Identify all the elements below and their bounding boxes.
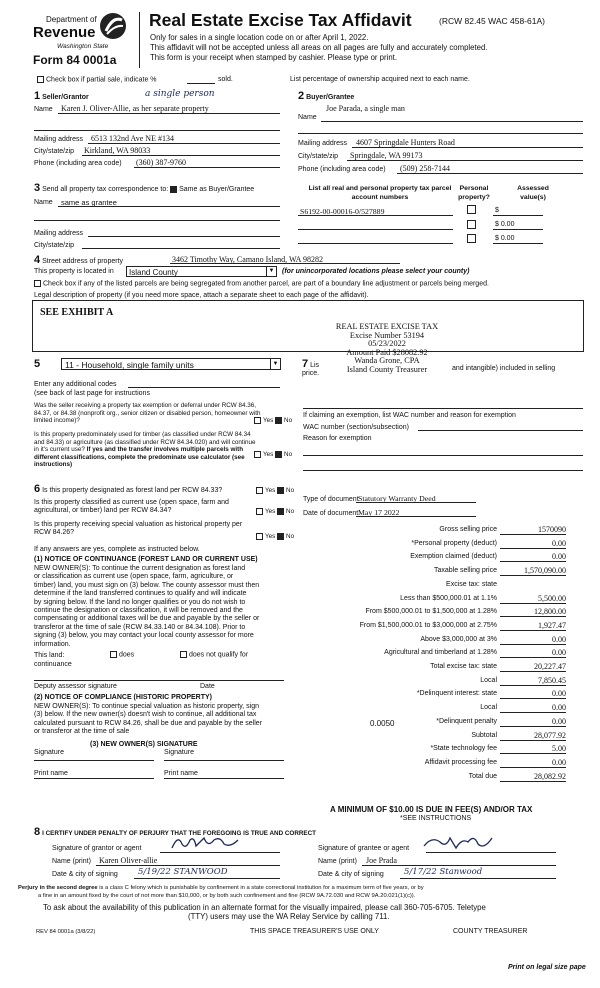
tax-row-value[interactable]: 0.00 [552, 648, 566, 658]
timber-question-text: Is this property predominately used for timber (as classified under RCW 84.34 and 84.33) or agriculture (as classified under RCW 84.34.020) and will continue in it's current use? [34, 431, 256, 453]
dept-label: Department of [46, 15, 97, 24]
reason-field[interactable] [303, 455, 583, 456]
codes-note: (see back of last page for instructions [34, 390, 150, 397]
stamp-line-5: Wanda Grone, CPA [354, 356, 420, 366]
corr-name-line [58, 206, 280, 207]
tax-row-value[interactable]: 0.00 [552, 634, 566, 644]
compliance-title: (2) NOTICE OF COMPLIANCE (HISTORIC PROPERTY) [34, 694, 212, 701]
value-line-2 [493, 229, 543, 230]
section-4-number: 4 [34, 254, 41, 266]
owner-print-field-1[interactable] [34, 778, 154, 779]
assessed-value-1[interactable]: $ [495, 207, 499, 214]
correspondence-label: Send all property tax correspondence to: [42, 186, 169, 193]
tax-row-line [500, 671, 566, 672]
does-not-row [180, 651, 248, 658]
stamp-line-4: Amount Paid $28082.92 [346, 347, 428, 357]
buyer-phone-field[interactable]: (509) 258-7144 [400, 164, 450, 173]
section-5-number: 5 [34, 358, 41, 370]
does-not-checkbox[interactable] [180, 651, 187, 658]
street-line [170, 263, 400, 264]
tax-row-line [500, 534, 566, 535]
tax-row-line [500, 685, 566, 686]
segregate-checkbox[interactable] [34, 280, 41, 287]
header-divider [139, 12, 140, 68]
assessed-value-header: Assessed value(s) [517, 185, 549, 201]
corr-name-line-2 [34, 220, 280, 221]
chevron-down-icon[interactable]: ▼ [270, 359, 280, 369]
no-label: No [284, 417, 293, 425]
grantor-date-line [134, 878, 280, 879]
value-line-3 [493, 243, 543, 244]
stamp-line-1: REAL ESTATE EXCISE TAX [335, 322, 439, 331]
minimum-due-note: A MINIMUM OF $10.00 IS DUE IN FEE(S) AND/OR TAX [330, 805, 533, 814]
section-2-number: 2 [298, 90, 305, 102]
tax-row-value[interactable]: 20,227.47 [534, 662, 566, 671]
continuance-text [34, 565, 259, 649]
county-select[interactable] [126, 266, 277, 277]
buyer-phone-label: Phone (including area code) [298, 166, 386, 173]
tax-row-line [500, 657, 566, 658]
seller-heading: Seller/Grantor [42, 94, 89, 101]
section-2 [298, 90, 354, 102]
partial-sale-row [37, 76, 157, 83]
seller-name-label: Name [34, 106, 53, 113]
tax-row-line [500, 644, 566, 645]
tax-row-label: Above $3,000,000 at 3% [420, 635, 497, 643]
buyer-city-line [347, 160, 583, 161]
personal-property-checkbox-3[interactable] [467, 234, 476, 243]
section-7-text-a: Lis [310, 362, 320, 369]
yes-label: Yes [263, 417, 274, 425]
grantee-name-field[interactable]: Joe Prada [366, 856, 397, 865]
corr-mail-label: Mailing address [34, 230, 84, 237]
tax-row-label: Total excise tax: state [430, 663, 497, 670]
section-1-number: 1 [34, 90, 41, 102]
continuance-line: continue the designation or classification, it will be removed and the [34, 607, 243, 615]
street-address-field[interactable]: 3462 Timothy Way, Camano Island, WA 98282 [172, 255, 323, 264]
grantee-name-label: Name (print) [318, 858, 357, 865]
buyer-city-field[interactable]: Springdale, WA 99173 [350, 151, 423, 160]
tax-row-value[interactable]: 1570090 [538, 525, 566, 534]
grantee-name-line [362, 865, 556, 866]
compliance-text [34, 703, 262, 737]
forest-no-checkbox[interactable] [277, 487, 284, 494]
buyer-mail-line [352, 147, 583, 148]
no-label: No [286, 533, 295, 541]
seller-mail-field[interactable]: 6513 132nd Ave NE #134 [91, 134, 174, 143]
timber-yes-checkbox[interactable] [254, 451, 261, 458]
wac-label: WAC number (section/subsection) [303, 424, 409, 431]
section-7-number: 7 [302, 358, 309, 370]
this-land-label: This land: [34, 652, 65, 659]
print-name-label-1: Print name [34, 770, 68, 777]
perjury-text-2: a fine in an amount fixed by the court of not more than $10,000, or by both such confinement and fine (RCW 9A.72.030 and RCW 9A.20.021(1)(c)). [38, 893, 416, 899]
doc-type-line [356, 502, 476, 503]
additional-codes-field[interactable] [128, 387, 280, 388]
continuance-label: continuance [34, 661, 72, 668]
tax-row-value[interactable]: 28,077.92 [534, 730, 566, 740]
grantee-date-line [400, 878, 556, 879]
tax-row-value[interactable]: 0.00 [552, 716, 566, 726]
historic-yes-no [256, 533, 294, 540]
segregate-label: Check box if any of the listed parcels are being segregated from another parcel, are part of a boundary line adjustment or parcels being merged. [43, 280, 489, 288]
grantee-signature[interactable] [420, 832, 500, 854]
parcels-header: List all real and personal property tax parcel account numbers [308, 185, 452, 201]
section-3-number: 3 [34, 182, 41, 194]
section-6-number: 6 [34, 483, 41, 495]
tax-row-label: Less than $500,000.01 at 1.1% [400, 594, 497, 602]
use-code-select[interactable] [61, 358, 281, 370]
header-line-3: This form is your receipt when stamped by cashier. Please type or print. [150, 53, 398, 62]
parcel-number-field-2[interactable] [298, 229, 453, 230]
grantor-signature[interactable] [168, 832, 248, 854]
sold-label: sold. [218, 76, 233, 83]
section-7-text-b: price. [302, 370, 320, 377]
tax-row-value[interactable]: 1,927.47 [538, 620, 566, 630]
wac-field[interactable] [418, 430, 583, 431]
personal-property-header: Personal property? [458, 185, 490, 201]
parcel-number-field-3[interactable] [298, 243, 453, 244]
tax-row-value[interactable]: 0.00 [552, 689, 566, 699]
corr-name-field[interactable]: same as grantee [61, 198, 117, 207]
tax-row-label: *Delinquent penalty [436, 717, 497, 725]
county-note: (for unincorporated locations please select your county) [282, 268, 470, 275]
continuance-line: signing (3) below, you may contact your local county assessor for more [34, 632, 254, 640]
yes-instructions: If any answers are yes, complete as instructed below. [34, 546, 200, 553]
timber-yes-no [254, 451, 292, 458]
seller-mail-label: Mailing address [34, 136, 84, 143]
tty-note: (TTY) users may use the WA Relay Service by calling 711. [188, 912, 390, 921]
treasurer-use-label: THIS SPACE TREASURER'S USE ONLY [250, 928, 379, 935]
tax-row-label: From $500,000.01 to $1,500,000 at 1.28% [365, 608, 497, 616]
tax-row-label: Taxable selling price [433, 567, 497, 575]
does-label: does [119, 651, 135, 659]
buyer-phone-line [397, 173, 583, 174]
tax-row-line [500, 726, 566, 727]
tax-row-value[interactable]: 12,800.00 [534, 607, 566, 617]
agency-label: Revenue [33, 24, 96, 41]
statute-ref: (RCW 82.45 WAC 458-61A) [439, 16, 545, 26]
current-use-yes-checkbox[interactable] [256, 508, 263, 515]
tax-row-label: From $1,500,000.01 to $3,000,000 at 2.75% [359, 621, 497, 629]
tax-row-line [500, 767, 566, 768]
exemption-field-line[interactable] [303, 408, 583, 409]
historic-question: Is this property receiving special valuation as historical property per RCW 84.26? [34, 521, 243, 536]
does-checkbox[interactable] [110, 651, 117, 658]
tax-row-value[interactable]: 0.00 [552, 757, 566, 767]
seller-phone-label: Phone (including area code) [34, 160, 122, 167]
grantee-sig-line [426, 852, 556, 853]
yes-label: Yes [265, 533, 276, 541]
historic-yes-checkbox[interactable] [256, 533, 263, 540]
section-6 [34, 483, 222, 495]
tax-row-line [500, 575, 566, 576]
assessed-value-2[interactable]: $ 0.00 [495, 221, 515, 228]
owner-signature-field-1[interactable] [34, 760, 154, 761]
perjury-notice [18, 885, 424, 891]
print-name-label-2: Print name [164, 770, 198, 777]
legal-description-box[interactable] [32, 300, 584, 352]
tax-row-value[interactable]: 0.00 [552, 538, 566, 548]
doc-type-label: Type of document [303, 496, 359, 503]
treasurer-stamp [322, 323, 452, 375]
county-treasurer-label: COUNTY TREASURER [453, 928, 528, 935]
tax-row-label: Total due [468, 772, 497, 780]
doc-type-field[interactable]: Statutory Warranty Deed [358, 494, 436, 503]
compliance-line: (3) below. If the new owner(s) doesn't wish to continue, all additional tax [34, 711, 257, 719]
tax-row-label: Subtotal [471, 731, 497, 739]
legal-desc-label: Legal description of property (if you need more space, attach a separate sheet to each page of the affidavit). [34, 292, 369, 299]
section-8-number: 8 [34, 826, 41, 838]
parcel-number-field[interactable]: S6192-00-00016-0/527889 [300, 207, 385, 216]
exemption-yes-checkbox[interactable] [254, 417, 261, 424]
exemption-question: Was the seller receiving a property tax exemption or deferral under RCW 84.36, 84.37, or 84.38 (nonprofit org., senior citizen or disabled person, homeowner with limited income)? [34, 402, 261, 424]
deputy-signature-field[interactable] [34, 680, 284, 681]
tax-row-line [500, 630, 566, 631]
continuance-line: compensating or additional taxes will be due and payable by the seller or [34, 615, 260, 623]
seller-name-line [58, 113, 280, 114]
state-label: Washington State [57, 43, 109, 50]
tax-row-value[interactable]: 0.00 [552, 703, 566, 713]
perjury-bold: Perjury in the second degree [18, 885, 98, 891]
tax-row-label: Exemption claimed (deduct) [410, 553, 497, 561]
seller-phone-line [134, 167, 280, 168]
segregate-row [34, 280, 489, 287]
tax-row-line [500, 616, 566, 617]
grantor-sig-line [160, 852, 280, 853]
seller-city-label: City/state/zip [34, 148, 75, 155]
continuance-line: or classification as current use (open space, farm, agriculture, or [34, 573, 234, 581]
tax-row-line [500, 740, 566, 741]
tax-row-line [500, 603, 566, 604]
does-not-label: does not qualify for [189, 651, 249, 659]
tax-row-value[interactable]: 0.00 [552, 552, 566, 562]
grantee-signature-label: Signature of grantee or agent [318, 845, 410, 852]
partial-sale-checkbox[interactable] [37, 76, 44, 83]
legal-size-note: Print on legal size pape [508, 964, 586, 971]
continuance-line: NEW OWNER(S): To continue the current designation as forest land [34, 565, 246, 572]
tax-row-line [500, 698, 566, 699]
grantor-name-field[interactable]: Karen Oliver-allie [99, 856, 158, 865]
grantor-name-line [96, 865, 280, 866]
reason-label: Reason for exemption [303, 435, 372, 442]
grantee-date-label: Date & city of signing [318, 871, 384, 878]
assessed-value-3[interactable]: $ 0.00 [495, 235, 515, 242]
street-label: Street address of property [42, 258, 124, 265]
use-code-value: 11 - Household, single family units [65, 360, 194, 370]
continuance-line: information. [34, 640, 71, 648]
current-use-yes-no [256, 508, 294, 515]
does-row [110, 651, 134, 658]
doc-date-field[interactable]: May 17 2022 [358, 508, 400, 517]
partial-sale-label: Check box if partial sale, indicate % [46, 76, 157, 84]
section-3 [34, 182, 254, 194]
tax-row-line [500, 561, 566, 562]
page-title: Real Estate Excise Tax Affidavit [149, 10, 412, 30]
forest-yes-no [256, 487, 294, 494]
reason-field-2[interactable] [303, 470, 583, 471]
buyer-mail-field[interactable]: 4607 Springdale Hunters Road [356, 138, 455, 147]
grantor-signature-label: Signature of grantor or agent [52, 845, 142, 852]
grantor-date-label: Date & city of signing [52, 871, 118, 878]
partial-pct-field[interactable] [187, 83, 215, 84]
tax-row-line [500, 712, 566, 713]
stamp-line-3: 05/23/2022 [368, 339, 406, 349]
signature-label-1: Signature [34, 749, 64, 756]
seller-city-field[interactable]: Kirkland, WA 98033 [84, 146, 151, 155]
grantor-name-label: Name (print) [52, 858, 91, 865]
seller-city-line [82, 155, 280, 156]
certify-heading: I CERTIFY UNDER PENALTY OF PERJURY THAT THE FOREGOING IS TRUE AND CORRECT [42, 830, 317, 837]
continuance-line: by signing below. If the land no longer qualifies or you do not wish to [34, 598, 246, 606]
section-7-text-c: and intangible) included in selling [452, 365, 556, 372]
timber-no-checkbox[interactable] [275, 451, 282, 458]
tax-row-value[interactable]: 28,082.92 [534, 771, 566, 781]
header-line-1: Only for sales in a single location code on or after April 1, 2022. [150, 33, 369, 42]
buyer-name-label: Name [298, 114, 317, 121]
value-line-1 [493, 215, 543, 216]
no-label: No [284, 451, 293, 459]
buyer-city-label: City/state/zip [298, 153, 339, 160]
owner-print-field-2[interactable] [164, 778, 284, 779]
compliance-line: NEW OWNER(S): To continue special valuation as historic property, sign [34, 703, 259, 710]
seller-mail-line [88, 143, 280, 144]
form-number: Form 84 0001a [33, 53, 117, 67]
list-pct-label: List percentage of ownership acquired next to each name. [290, 76, 470, 83]
same-as-buyer-label: Same as Buyer/Grantee [179, 186, 255, 193]
tax-row-line [500, 781, 566, 782]
buyer-name-line [321, 121, 583, 122]
see-instructions: *SEE INSTRUCTIONS [400, 815, 472, 822]
chevron-down-icon[interactable]: ▼ [266, 267, 276, 276]
current-use-question: Is this property classified as current use (open space, farm and agricultural, or timber) land per RCW 84.34? [34, 499, 229, 514]
seller-name-field[interactable]: Karen J. Oliver-Allie, as her separate property [61, 104, 209, 113]
continuance-line: determine if the land transferred continues to qualify and will indicate [34, 590, 247, 598]
compliance-line: calculated pursuant to RCW 84.26, shall be due and payable by the seller [34, 719, 263, 727]
new-owner-signature-title: (3) NEW OWNER(S) SIGNATURE [90, 741, 198, 748]
section-1 [34, 90, 89, 102]
same-as-buyer-checkbox[interactable] [170, 186, 177, 193]
alternate-format-note: To ask about the availability of this publication in an alternate format for the visually impaired, please call 360-705-6705. Teletype [43, 903, 486, 912]
continuance-line: timber) land, you must sign on (3) below. The county assessor must then [34, 581, 260, 589]
compliance-line: or transferor at the time of sale [34, 728, 130, 736]
historic-no-checkbox[interactable] [277, 533, 284, 540]
tax-row-label: Affidavit processing fee [424, 758, 497, 766]
no-label: No [286, 487, 295, 495]
yes-label: Yes [265, 508, 276, 516]
dor-logo-icon [98, 11, 128, 41]
continuance-title: (1) NOTICE OF CONTINUANCE (FOREST LAND OR CURRENT USE) [34, 556, 258, 563]
tax-row-value[interactable]: 7,850.45 [538, 675, 566, 685]
revision-label: REV 84 0001a (3/8/22) [36, 929, 96, 935]
grantee-date-field[interactable]: 5/17/22 Stanwood [404, 867, 483, 877]
seller-name-line-2 [34, 130, 280, 131]
personal-property-checkbox-1[interactable] [467, 205, 476, 214]
buyer-heading: Buyer/Grantee [306, 94, 355, 101]
tax-row-label: Gross selling price [439, 526, 497, 533]
section-4 [34, 254, 123, 266]
header-line-2: This affidavit will not be accepted unless all areas on all pages are fully and accurately completed. [150, 43, 488, 52]
local-rate: 0.0050 [370, 719, 395, 728]
yes-label: Yes [263, 451, 274, 459]
tax-row-label: Local [480, 704, 497, 712]
signature-label-2: Signature [164, 749, 194, 756]
doc-date-label: Date of document [303, 510, 359, 517]
forest-question: Is this property designated as forest land per RCW 84.33? [42, 487, 223, 494]
tax-row-label: *State technology fee [430, 745, 497, 753]
corr-city-field[interactable] [82, 248, 280, 249]
personal-property-checkbox-2[interactable] [467, 220, 476, 229]
tax-row-value[interactable]: 5,500.00 [538, 593, 566, 603]
current-use-no-checkbox[interactable] [277, 508, 284, 515]
legal-description-value: SEE EXHIBIT A [40, 307, 114, 318]
perjury-text: is a class C felony which is punishable by confinement in a state correctional institution for a maximum term of five years, or by [99, 885, 424, 891]
deputy-date-label: Date [200, 683, 215, 690]
tax-row-label: *Delinquent interest: state [416, 690, 497, 698]
corr-mail-field[interactable] [88, 236, 280, 237]
stamp-line-2: Excise Number 53194 [349, 330, 425, 340]
owner-signature-field-2[interactable] [164, 760, 284, 761]
exemption-yes-no [254, 417, 292, 424]
buyer-mail-label: Mailing address [298, 140, 348, 147]
seller-phone-field[interactable]: (360) 387-9760 [136, 158, 186, 167]
doc-date-line [356, 516, 476, 517]
stamp-line-6: Island County Treasurer [346, 364, 428, 374]
forest-yes-checkbox[interactable] [256, 487, 263, 494]
timber-question [34, 431, 259, 469]
deputy-label: Deputy assessor signature [34, 683, 117, 690]
tax-row-label: Excise tax: state [446, 580, 497, 588]
continuance-line: transferor at the time of sale (RCW 84.33.140 or 84.34.108). Prior to [34, 623, 246, 631]
buyer-name-line-2 [298, 133, 583, 134]
parcel-line-1 [298, 215, 453, 216]
section-7 [302, 358, 319, 370]
timber-question-bold: If yes and the transfer involves multiple parcels with different classifications, complete the predominate use calculator (see instructions) [34, 446, 245, 468]
yes-label: Yes [265, 487, 276, 495]
tax-row-line [500, 548, 566, 549]
no-label: No [286, 508, 295, 516]
located-in-label: This property is located in [34, 268, 114, 275]
tax-row-value[interactable]: 5.00 [552, 744, 566, 754]
exempt-label: If claiming an exemption, list WAC number and reason for exemption [303, 412, 516, 419]
county-select-value: Island County [129, 268, 178, 277]
tax-row-line [500, 753, 566, 754]
corr-city-label: City/state/zip [34, 242, 75, 249]
grantor-date-field[interactable]: 5/19/22 STANWOOD [138, 867, 228, 877]
buyer-name-field[interactable]: Joe Parada, a single man [326, 104, 405, 113]
tax-row-value[interactable]: 1,570,090.00 [524, 566, 566, 576]
tax-row-label: Agricultural and timberland at 1.28% [384, 649, 497, 657]
additional-codes-label: Enter any additional codes [34, 381, 117, 388]
exemption-no-checkbox[interactable] [275, 417, 282, 424]
seller-handwritten-note: a single person [145, 89, 215, 99]
tax-row-label: *Personal property (deduct) [411, 539, 497, 547]
corr-name-label: Name [34, 199, 53, 206]
tax-row-label: Local [480, 676, 497, 684]
